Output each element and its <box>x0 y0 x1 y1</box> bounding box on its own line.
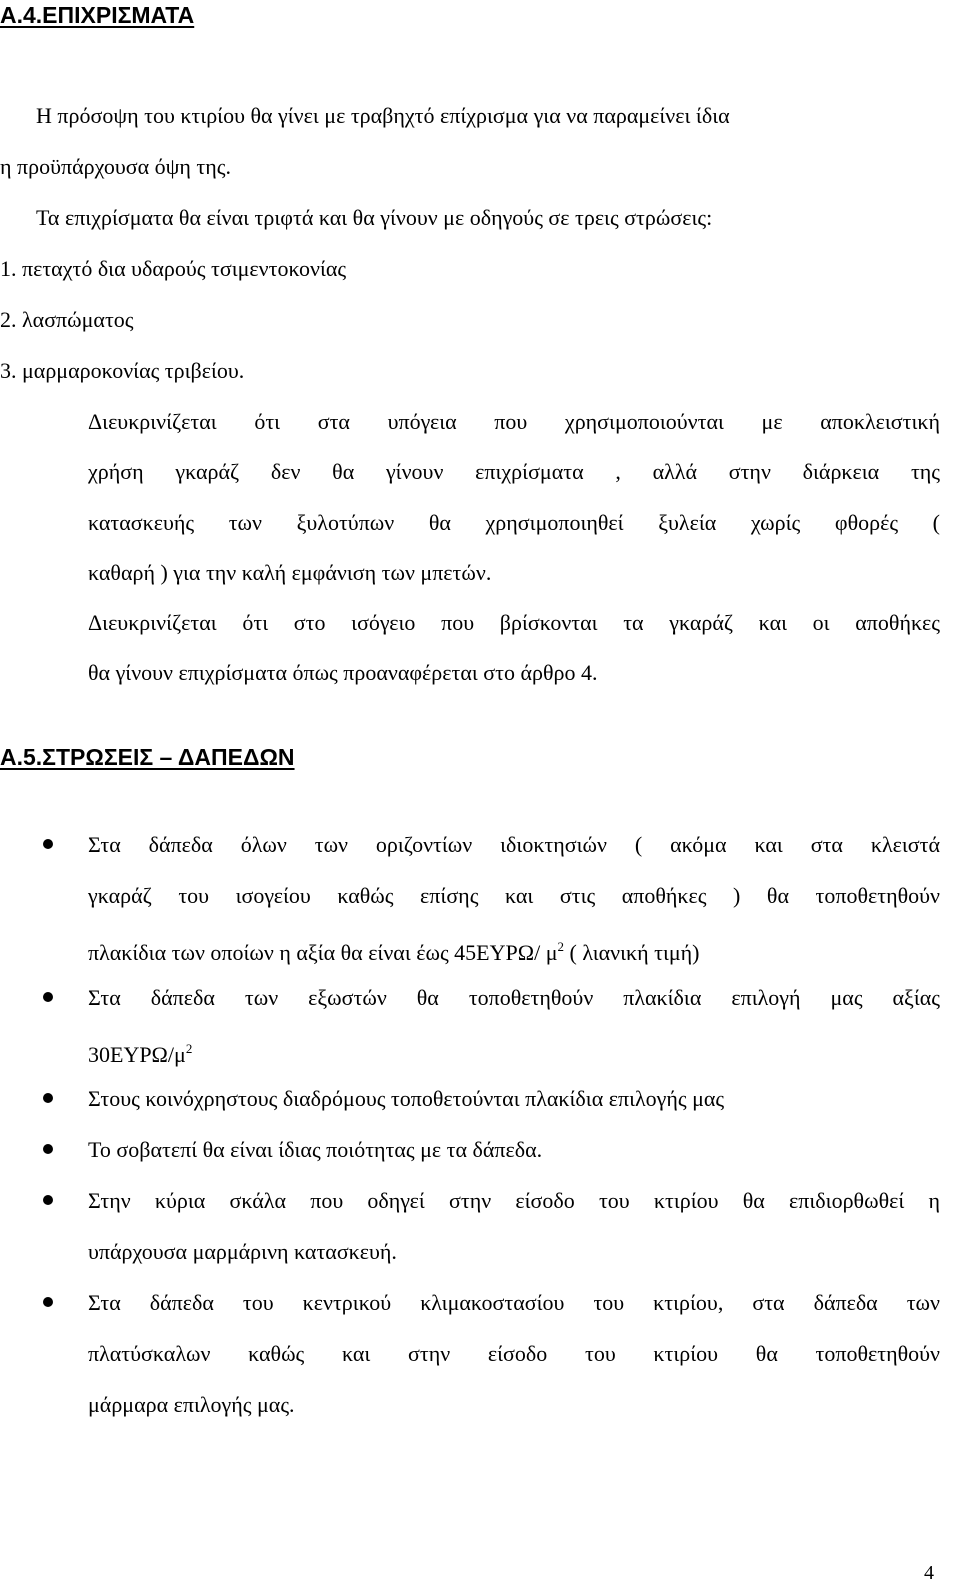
price-text: 30ΕΥΡΩ/μ <box>88 1042 186 1067</box>
bullet-text <box>88 1036 192 1068</box>
price-text: πλακίδια των οποίων η αξία θα είναι έως 45ΕΥΡΩ/ μ <box>88 940 558 965</box>
bullet-text <box>88 934 700 966</box>
note-line: Διευκρινίζεται ότι στα υπόγεια που χρησιμοποιούνται με αποκλειστική <box>88 409 940 434</box>
page-number: 4 <box>924 1562 934 1584</box>
note-line: καθαρή ) για την καλή εμφάνιση των μπετών. <box>88 560 492 585</box>
superscript: 2 <box>557 939 564 954</box>
layers-intro: Τα επιχρίσματα θα είναι τριφτά και θα γίνουν με οδηγούς σε τρεις στρώσεις: <box>36 205 713 230</box>
bullet-text: γκαράζ του ισογείου καθώς επίσης και στις αποθήκες ) θα τοποθετηθούν <box>88 883 940 908</box>
list-item: 2. λασπώματος <box>0 307 134 332</box>
note-line: Διευκρινίζεται ότι στο ισόγειο που βρίσκονται τα γκαράζ και οι αποθήκες <box>88 610 940 635</box>
bullet-icon <box>43 1297 53 1307</box>
list-item: 1. πεταχτό δια υδαρούς τσιμεντοκονίας <box>0 256 347 281</box>
bullet-icon <box>43 839 53 849</box>
bullet-text: μάρμαρα επιλογής μας. <box>88 1392 295 1417</box>
bullet-text: Στα δάπεδα του κεντρικού κλιμακοστασίου του κτιρίου, στα δάπεδα των <box>88 1290 940 1315</box>
bullet-text: Στα δάπεδα όλων των οριζοντίων ιδιοκτησιών ( ακόμα και στα κλειστά <box>88 832 940 857</box>
bullet-text: υπάρχουσα μαρμάρινη κατασκευή. <box>88 1239 397 1264</box>
bullet-text: Στα δάπεδα των εξωστών θα τοποθετηθούν πλακίδια επιλογή μας αξίας <box>88 985 940 1010</box>
superscript: 2 <box>185 1041 193 1056</box>
note-line: χρήση γκαράζ δεν θα γίνουν επιχρίσματα , αλλά στην διάρκεια της <box>88 459 940 484</box>
bullet-text: Στους κοινόχρηστους διαδρόμους τοποθετούνται πλακίδια επιλογής μας <box>88 1086 725 1111</box>
price-note: ( λιανική τιμή) <box>564 940 700 965</box>
section-heading-a4: Α.4.ΕΠΙΧΡΙΣΜΑΤΑ <box>0 2 195 28</box>
intro-line: Η πρόσοψη του κτιρίου θα γίνει με τραβηχτό επίχρισμα για να παραμείνει ίδια <box>36 103 730 128</box>
bullet-icon <box>43 1093 53 1103</box>
list-item: 3. μαρμαροκονίας τριβείου. <box>0 358 245 383</box>
bullet-icon <box>43 1195 53 1205</box>
bullet-text: Το σοβατεπί θα είναι ίδιας ποιότητας με τα δάπεδα. <box>88 1137 543 1162</box>
intro-line: η προϋπάρχουσα όψη της. <box>0 154 231 179</box>
section-heading-a5: Α.5.ΣΤΡΩΣΕΙΣ – ΔΑΠΕΔΩΝ <box>0 744 295 770</box>
bullet-icon <box>43 1144 53 1154</box>
bullet-text: πλατύσκαλων καθώς και στην είσοδο του κτιρίου θα τοποθετηθούν <box>88 1341 940 1366</box>
note-line: κατασκευής των ξυλοτύπων θα χρησιμοποιηθεί ξυλεία χωρίς φθορές ( <box>88 510 940 535</box>
note-line: θα γίνουν επιχρίσματα όπως προαναφέρεται στο άρθρο 4. <box>88 660 598 685</box>
bullet-text: Στην κύρια σκάλα που οδηγεί στην είσοδο του κτιρίου θα επιδιορθωθεί η <box>88 1188 940 1213</box>
bullet-icon <box>43 992 53 1002</box>
